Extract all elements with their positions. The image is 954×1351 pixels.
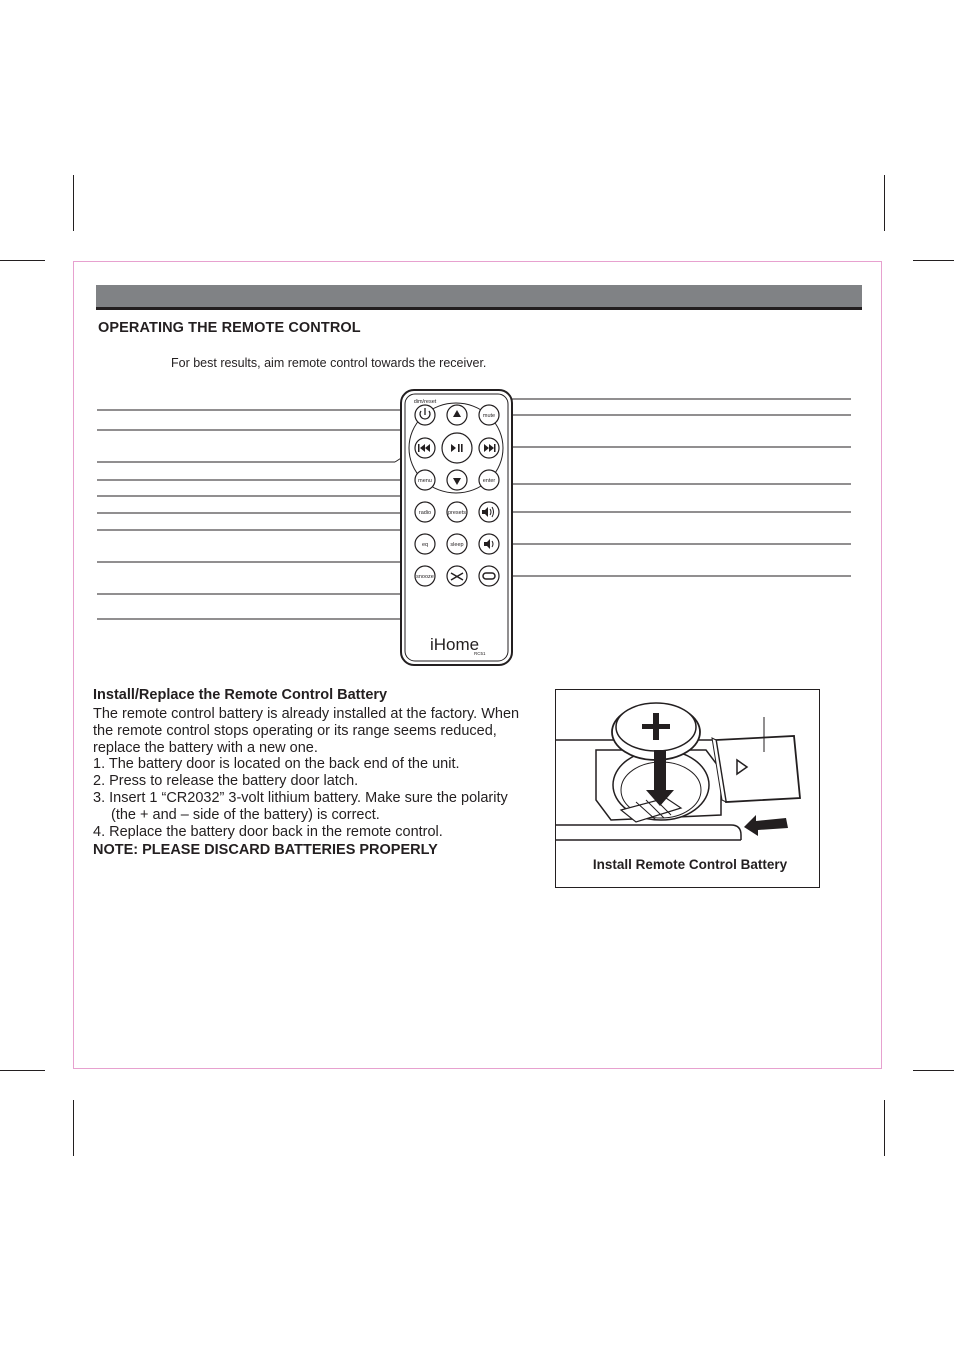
remote-enter-label: enter — [482, 478, 496, 484]
crop-mark — [0, 1070, 45, 1071]
crop-mark — [73, 1100, 74, 1156]
crop-mark — [884, 1100, 885, 1156]
battery-intro: The remote control battery is already installed at the factory. When the remote control stops operating or its range seems reduced, replace the battery with a new one. — [93, 706, 520, 756]
battery-instructions — [93, 706, 523, 840]
remote-menu-label: menu — [418, 478, 432, 484]
remote-dim-reset-label: dim/reset — [413, 399, 437, 405]
battery-heading: Install/Replace the Remote Control Battery — [93, 687, 388, 703]
remote-sleep-label: sleep — [450, 542, 464, 548]
remote-model-label: RC51 — [474, 651, 486, 656]
battery-step: 3. Insert 1 “CR2032” 3-volt lithium battery. Make sure the polarity (the + and – side of the battery) is correct. — [93, 789, 508, 823]
battery-disposal-note: NOTE: PLEASE DISCARD BATTERIES PROPERLY — [93, 842, 438, 858]
crop-mark — [913, 1070, 954, 1071]
remote-brand-logo: iHome — [430, 635, 480, 654]
battery-step: 2. Press to release the battery door latch. — [93, 773, 359, 790]
remote-radio-label: radio — [418, 510, 432, 516]
battery-step: 4. Replace the battery door back in the remote control. — [93, 823, 443, 840]
remote-mute-label: mute — [482, 413, 496, 419]
battery-illustration-box — [555, 689, 820, 888]
aim-note: For best results, aim remote control towards the receiver. — [171, 356, 487, 370]
section-title: OPERATING THE REMOTE CONTROL — [98, 320, 361, 336]
remote-eq-label: eq — [421, 542, 429, 548]
remote-snooze-label: snooze — [416, 574, 434, 580]
remote-presets-label: presets — [447, 510, 467, 516]
battery-figure-caption: Install Remote Control Battery — [592, 857, 788, 872]
battery-step: 1. The battery door is located on the back end of the unit. — [93, 756, 460, 773]
